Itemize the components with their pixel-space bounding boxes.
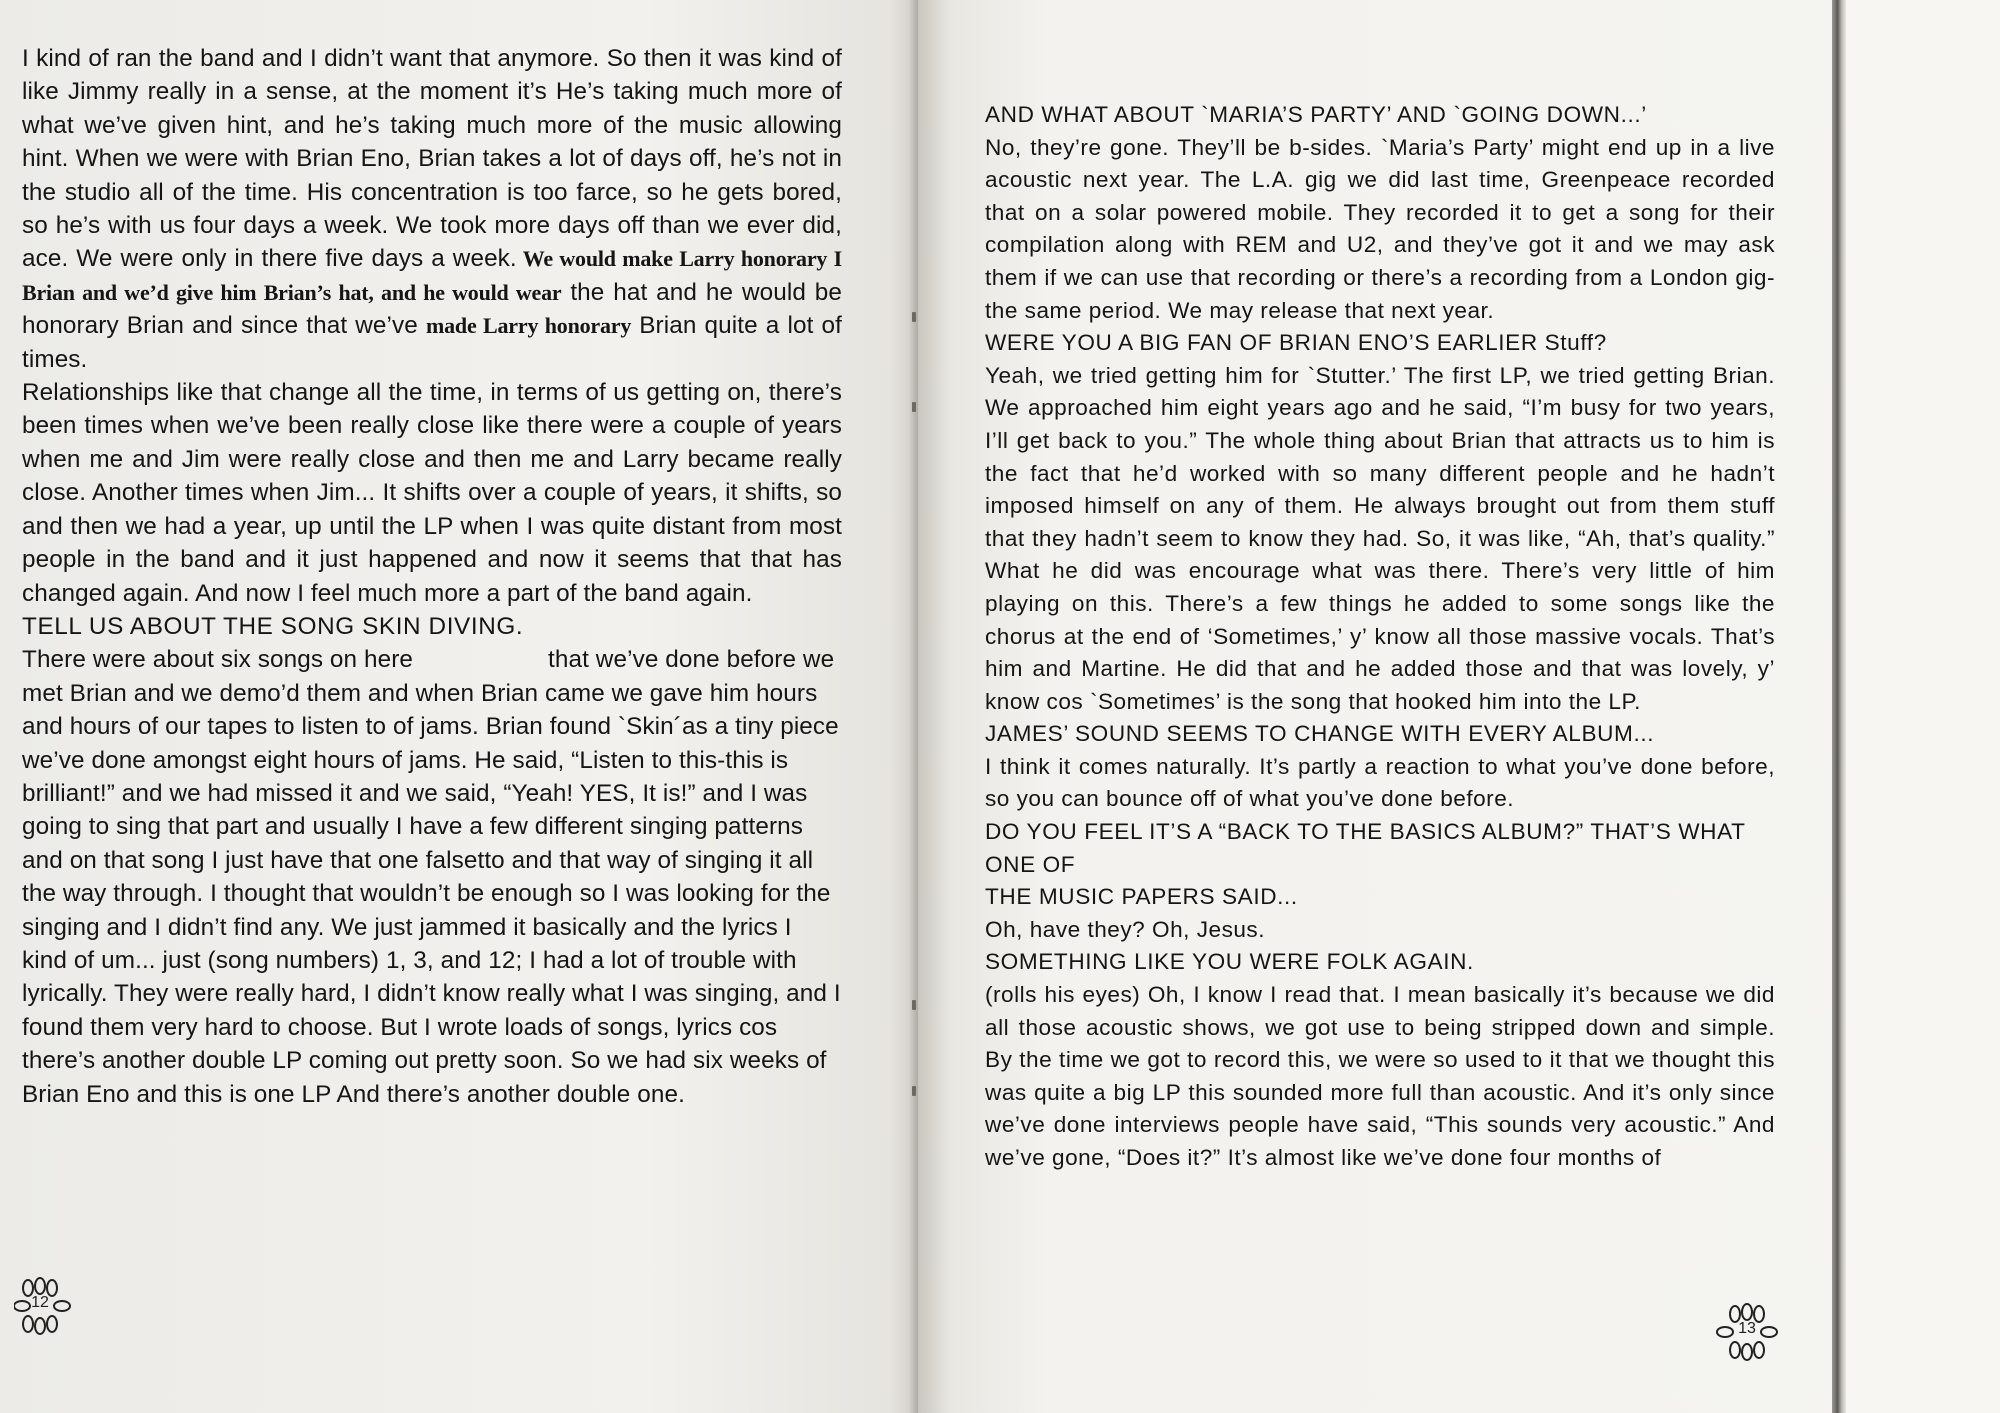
paragraph-text: I kind of ran the band and I didn’t want that anymore. So then it was kind of like Jimmy really in a sense, at the moment it’s He’s taking much more of what we’ve given hint, and he’s taking much more of the music allowing hint. When we were with Brian Eno, Brian takes a lot of days off, he’s not in the studio all of the time. His concentration is too farce, so he gets bored, so he’s with us four days a week. We took more days off than we ever did, ace. We were only in there five days a week.: [22, 45, 842, 273]
right-page-text: [985, 99, 1775, 1175]
answer-back-to-basics: Oh, have they? Oh, Jesus.: [985, 916, 1266, 942]
left-page-text: [22, 42, 842, 1111]
page-number-left: [14, 1276, 78, 1340]
answer-folk-again: (rolls his eyes) Oh, I know I read that. I mean basically it’s because we did all those acoustic shows, we got use to being stripped down and simple. By the time we got to record this, we were so used to it that we thought this was quite a big LP this sounded more full than acoustic. And it’s only since we’ve done interviews people have said, “This sounds very acoustic.” And we’ve gone, “Does it?” It’s almost like we’ve done four months of: [985, 982, 1775, 1170]
back-cover-edge: [1832, 0, 1846, 1413]
typed-insert: made Larry honorary: [425, 313, 632, 339]
question-maria-party: AND WHAT ABOUT `MARIA’S PARTY’ AND `GOING DOWN...’: [985, 102, 1647, 127]
staple-mark: [912, 402, 916, 412]
question-sound-change: JAMES’ SOUND SEEMS TO CHANGE WITH EVERY ALBUM...: [985, 721, 1655, 747]
question-brian-eno: WERE YOU A BIG FAN OF BRIAN ENO’S EARLIER Stuff?: [985, 330, 1607, 356]
staple-mark: [912, 1086, 916, 1096]
staple-mark: [912, 312, 916, 322]
question-back-to-basics: DO YOU FEEL IT’S A “BACK TO THE BASICS ALBUM?” THAT’S WHAT ONE OF: [985, 819, 1746, 877]
question-folk-again: SOMETHING LIKE YOU WERE FOLK AGAIN.: [985, 949, 1474, 975]
answer-start: There were about six songs on here: [22, 646, 414, 674]
paragraph-text: Brian quite a lot of times.: [22, 312, 842, 373]
question-skin-diving: TELL US ABOUT THE SONG SKIN DIVING.: [22, 612, 524, 640]
staple-mark: [912, 1000, 916, 1010]
page-number-right: [1715, 1302, 1779, 1366]
paragraph-text: the hat and he would be honorary Brian and since that we’ve: [22, 278, 842, 340]
answer-skin-diving: [22, 643, 842, 1111]
left-paragraph-2: Relationships like that change all the time, in terms of us getting on, there’s been times when we’ve been really close like there were a couple of years when me and Jim were really close and then me and Larry became really close. Another times when Jim... It shifts over a couple of years, it shifts, so and then we had a year, up until the LP when I was quite distant from most people in the band and it just happened and now it seems that that has changed again. And now I feel much more a part of the band again.: [22, 379, 842, 607]
left-paragraph-1: [22, 42, 842, 376]
typed-insert: We would make Larry honorary I Brian and we’d give him Brian’s hat, and he would wear: [22, 246, 842, 305]
answer-maria-party: No, they’re gone. They’ll be b-sides. `Maria’s Party’ might end up in a live acoustic next year. The L.A. gig we did last time, Greenpeace recorded that on a solar powered mobile. They recorded it to get a song for their compilation along with REM and U2, and they’ve got it and we may ask them if we can use that recording or there’s a recording from a London gig-the same period. We may release that next year.: [985, 134, 1775, 323]
back-cover-flap: [1846, 0, 2000, 1413]
page-number-text: 13: [1738, 1320, 1756, 1337]
left-page: [0, 0, 918, 1413]
page-number-text: 12: [31, 1294, 49, 1311]
answer-sound-change: I think it comes naturally. It’s partly a reaction to what you’ve done before, so you can bounce off of what you’ve done before.: [985, 753, 1775, 812]
question-back-to-basics-cont: THE MUSIC PAPERS SAID...: [985, 884, 1298, 910]
answer-brian-eno: Yeah, we tried getting him for `Stutter.’ The first LP, we tried getting Brian. We approached him eight years ago and he said, “I’m busy for two years, I’ll get back to you.” The whole thing about Brian that attracts us to him is the fact that he’d worked with so many different people and he hadn’t imposed himself on any of them. He always brought out from them stuff that they hadn’t seem to know they had. So, it was like, “Ah, that’s quality.” What he did was encourage what was there. There’s very little of him playing on this. There’s a few things he added to some songs like the chorus at the end of ‘Sometimes,’ y’ know all those massive vocals. That’s him and Martine. He did that and he added those and that was lovely, y’ know cos `Sometimes’ is the song that hooked him into the LP.: [985, 362, 1775, 714]
answer-rest: that we’ve done before we met Brian and we demo’d them and when Brian came we gave him hours and hours of our tapes to listen to of jams. Brian found `Skin´as a tiny piece we’ve done amongst eight hours of jams. He said, “Listen to this-this is brilliant!” and we had missed it and we said, “Yeah! YES, It is!” and I was going to sing that part and usually I have a few different singing patterns and on that song I just have that one falsetto and that way of singing it all the way through. I thought that wouldn’t be enough so I was looking for the singing and I didn’t find any. We just jammed it basically and the lyrics I kind of um... just (song numbers) 1, 3, and 12; I had a lot of trouble with lyrically. They were really hard, I didn’t know really what I was singing, and I found them very hard to choose. But I wrote loads of songs, lyrics cos there’s another double LP coming out pretty soon. So we had six weeks of Brian Eno and this is one LP And there’s another double one.: [22, 646, 841, 1108]
